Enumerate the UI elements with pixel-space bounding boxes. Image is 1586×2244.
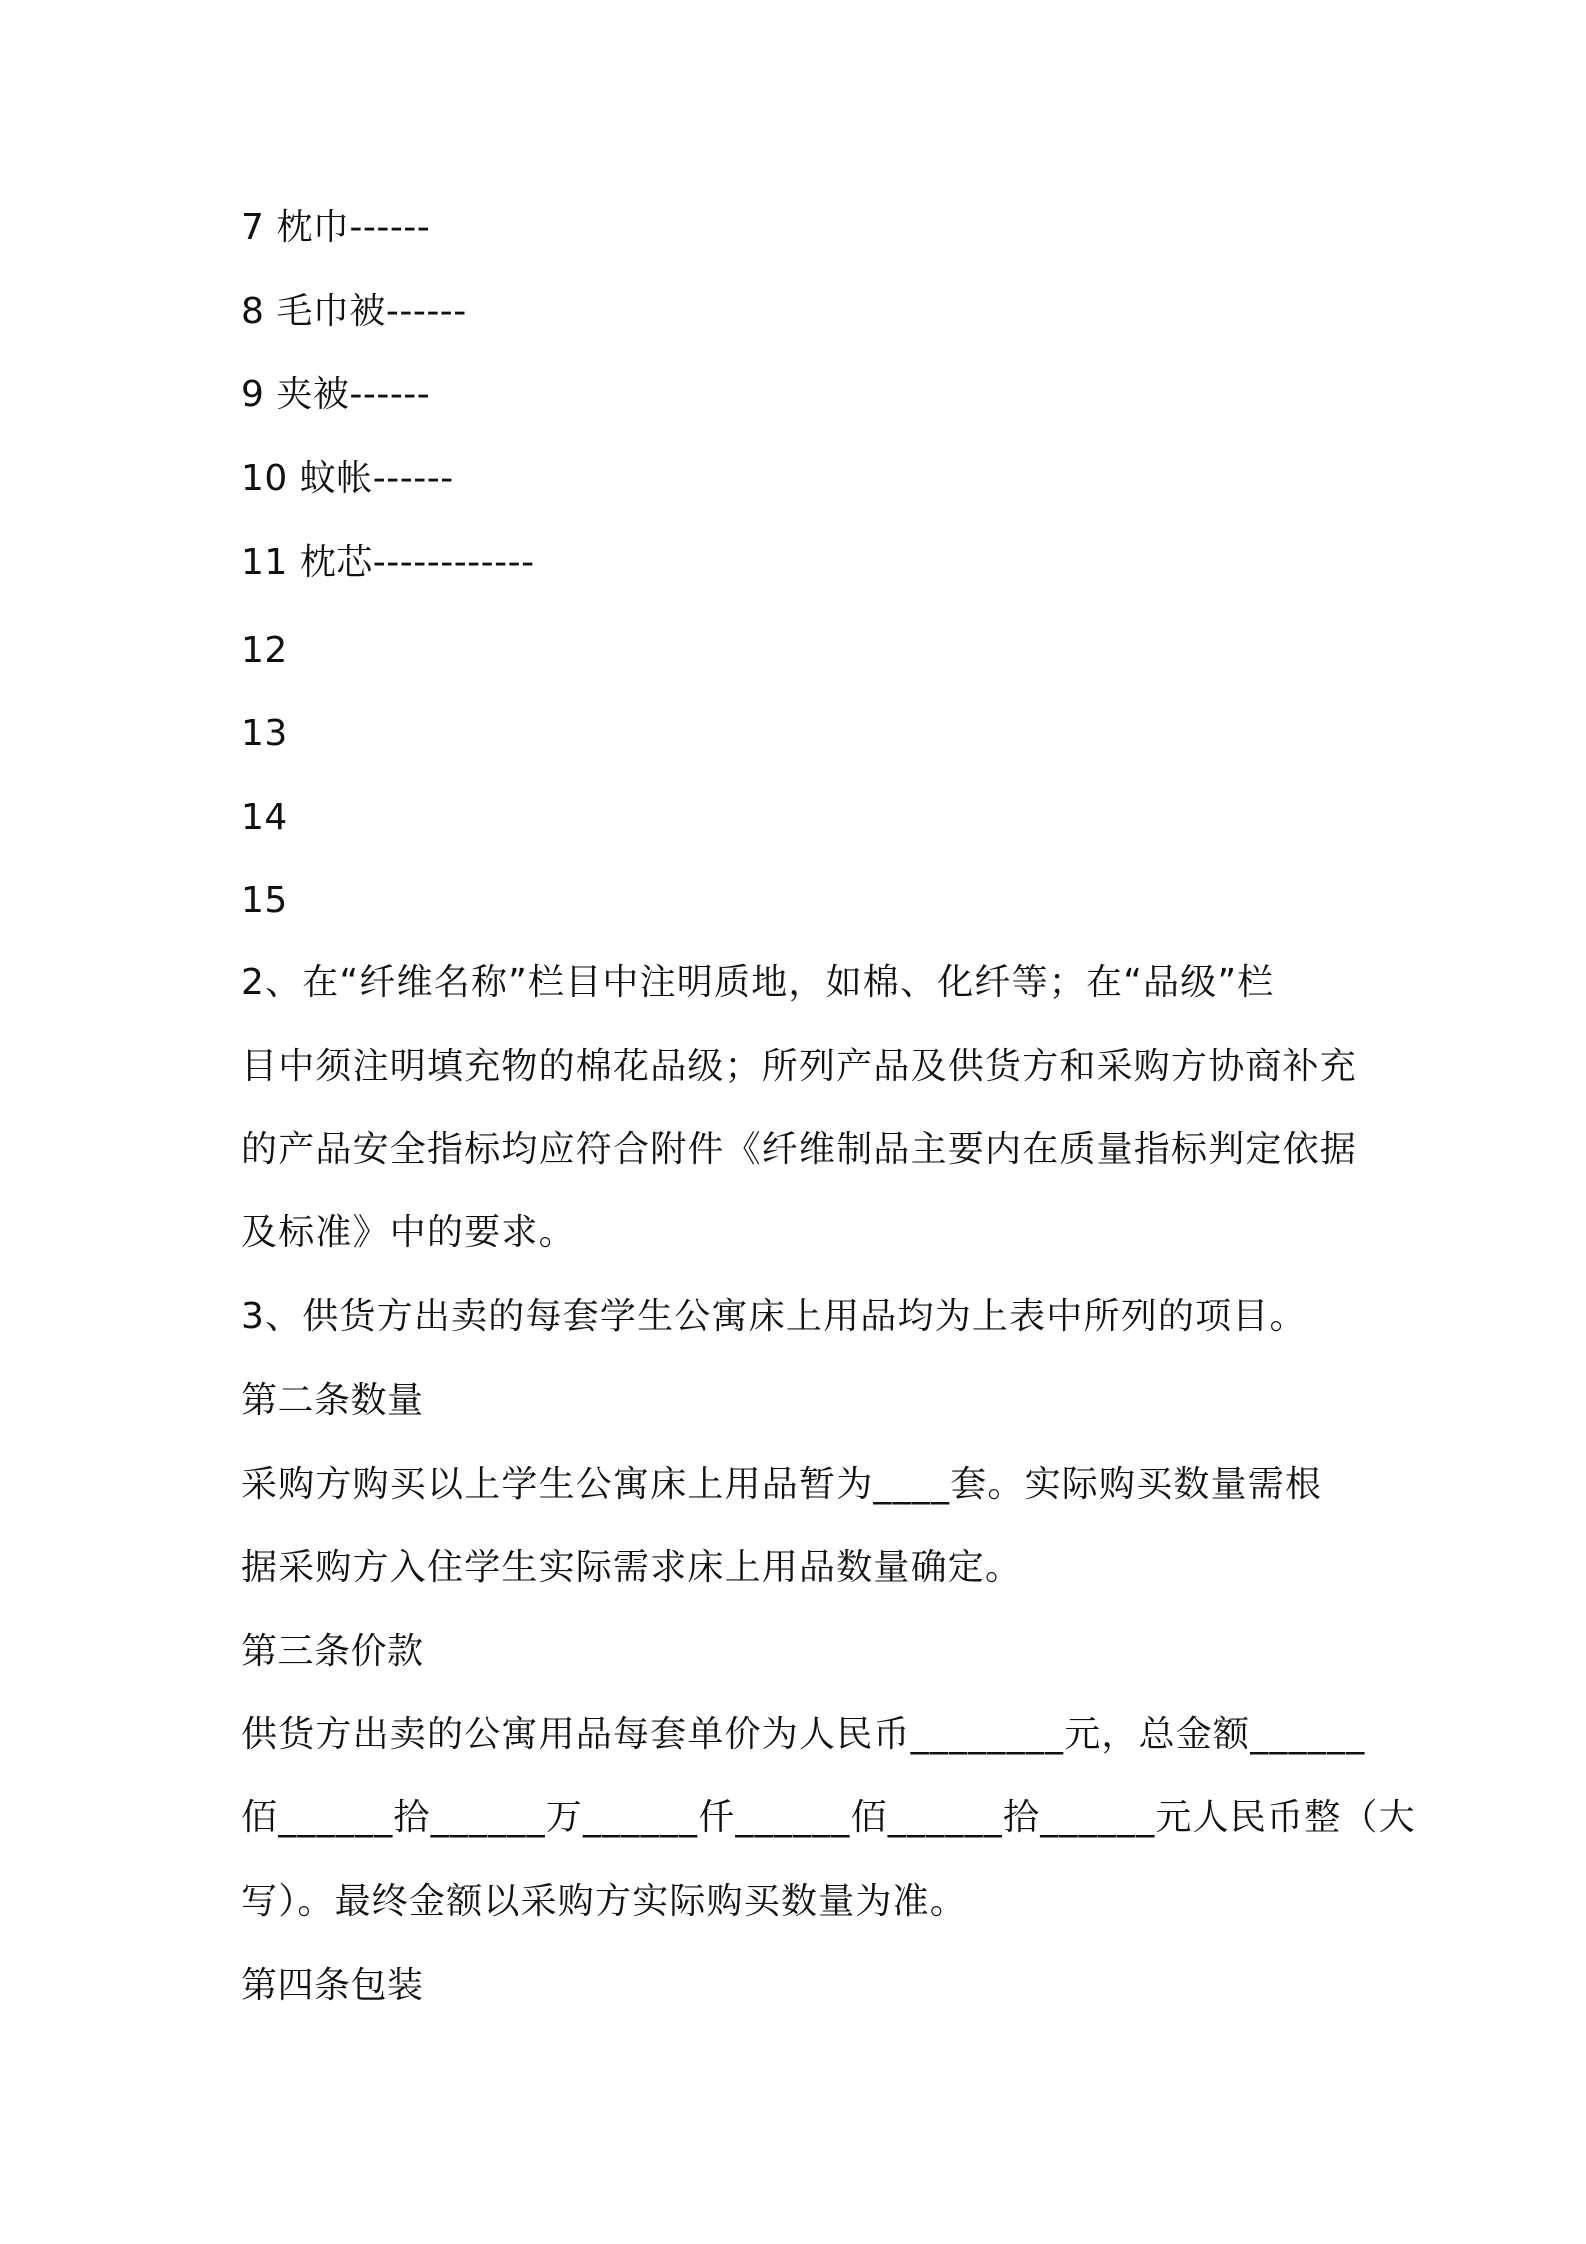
article-2-line-2: 据采购方入住学生实际需求床上用品数量确定。	[241, 1547, 1023, 1588]
paragraph-2-line-4: 及标准》中的要求。	[241, 1212, 576, 1253]
list-item-12: 12	[241, 630, 288, 671]
paragraph-3: 3、供货方出卖的每套学生公寓床上用品均为上表中所列的项目。	[241, 1296, 1307, 1337]
article-3-line-3: 写）。最终金额以采购方实际购买数量为准。	[241, 1881, 968, 1922]
list-item-10: 10 蚊帐------	[241, 458, 454, 499]
list-item-7: 7 枕巾------	[241, 207, 431, 248]
article-3-line-2: 佰______拾______万______仟______佰______拾______元人民币整（大	[241, 1797, 1416, 1838]
article-2-line-1: 采购方购买以上学生公寓床上用品暂为____套。实际购买数量需根	[241, 1464, 1323, 1505]
list-item-9: 9 夹被------	[241, 374, 431, 415]
article-3-heading: 第三条价款	[241, 1631, 424, 1672]
list-item-13: 13	[241, 713, 288, 754]
paragraph-2-line-2: 目中须注明填充物的棉花品级；所列产品及供货方和采购方协商补充	[241, 1046, 1358, 1087]
list-item-14: 14	[241, 797, 288, 838]
article-4-heading: 第四条包装	[241, 1965, 424, 2006]
list-item-11: 11 枕芯------------	[241, 542, 535, 583]
list-item-15: 15	[241, 880, 288, 921]
list-item-8: 8 毛巾被------	[241, 291, 467, 332]
article-2-heading: 第二条数量	[241, 1380, 424, 1421]
paragraph-2-line-1: 2、在“纤维名称”栏目中注明质地，如棉、化纤等；在“品级”栏	[241, 962, 1275, 1003]
article-3-line-1: 供货方出卖的公寓用品每套单价为人民币________元，总金额______	[241, 1714, 1366, 1755]
paragraph-2-line-3: 的产品安全指标均应符合附件《纤维制品主要内在质量指标判定依据	[241, 1129, 1358, 1170]
